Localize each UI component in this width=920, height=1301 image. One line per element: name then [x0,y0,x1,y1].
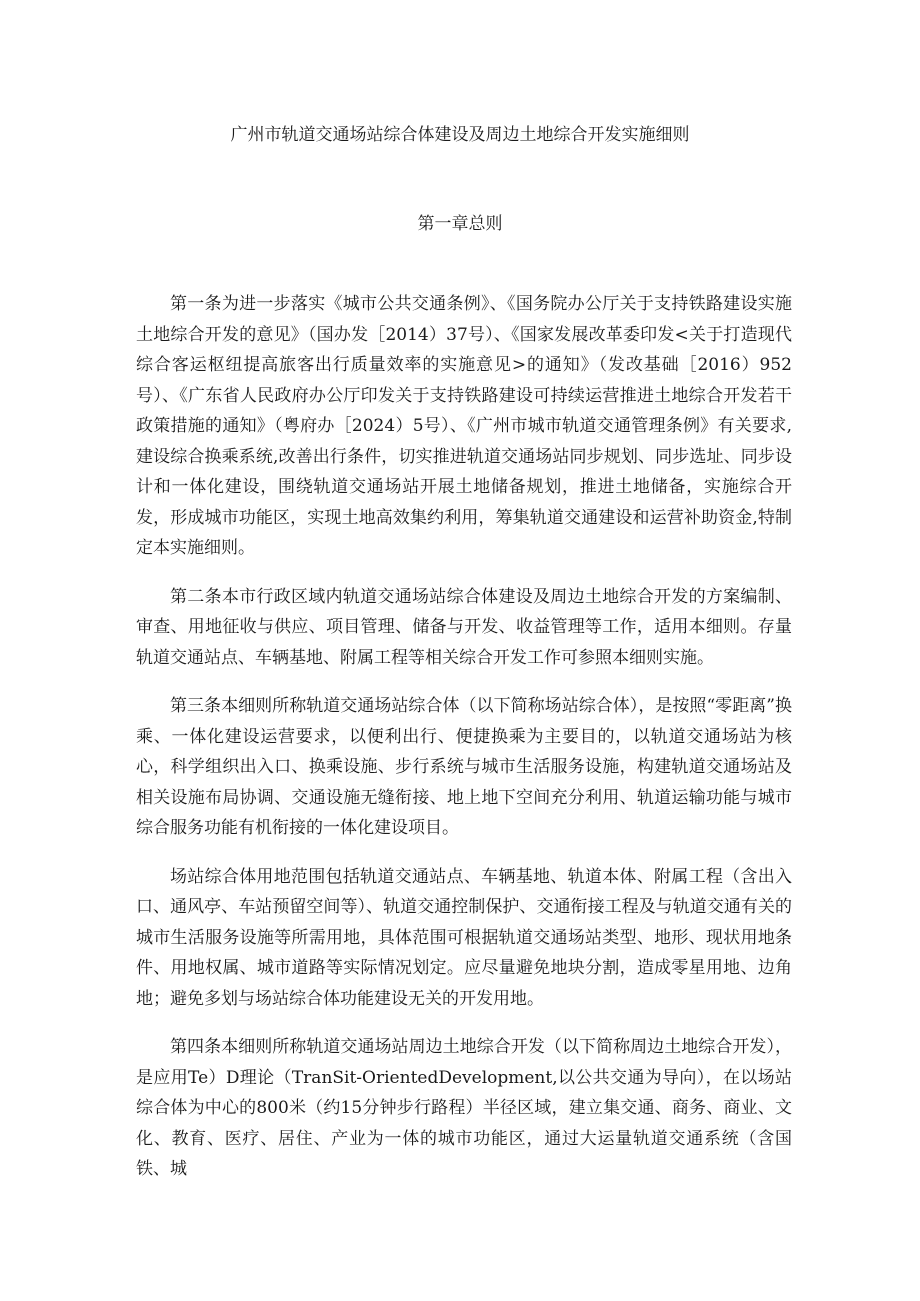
document-body [136,289,792,1203]
paragraph-article-2: 第二条本市行政区域内轨道交通场站综合体建设及周边土地综合开发的方案编制、审查、用地征收与供应、项目管理、储备与开发、收益管理等工作，适用本细则。存量轨道交通站点、车辆基地、附属工程等相关综合开发工作可参照本细则实施。 [136,586,792,668]
paragraph-article-3: 第三条本细则所称轨道交通场站综合体（以下简称场站综合体），是按照“零距离”换乘、一体化建设运营要求，以便利出行、便捷换乘为主要目的，以轨道交通场站为核心，科学组织出入口、换乘设施、步行系统与城市生活服务设施，构建轨道交通场站及相关设施布局协调、交通设施无缝衔接、地上地下空间充分利用、轨道运输功能与城市综合服务功能有机衔接的一体化建设项目。 [136,696,792,838]
paragraph-land-scope: 场站综合体用地范围包括轨道交通站点、车辆基地、轨道本体、附属工程（含出入口、通风亭、车站预留空间等）、轨道交通控制保护、交通衔接工程及与轨道交通有关的城市生活服务设施等所需用地，具体范围可根据轨道交通场站类型、地形、现状用地条件、用地权属、城市道路等实际情况划定。应尽量避免地块分割，造成零星用地、边角地；避免多划与场站综合体功能建设无关的开发用地。 [136,866,792,1009]
document-title: 广州市轨道交通场站综合体建设及周边土地综合开发实施细则 [230,125,690,145]
chapter-title: 第一章总则 [417,214,503,234]
paragraph-article-4: 第四条本细则所称轨道交通场站周边土地综合开发（以下简称周边土地综合开发），是应用Te）D理论（TranSit-OrientedDevelopment,以公共交通为导向），在以场站综合体为中心的800米（约15分钟步行路程）半径区域，建立集交通、商务、商业、文化、教育、医疗、居住、产业为一体的城市功能区，通过大运量轨道交通系统（含国铁、城 [136,1037,792,1179]
paragraph-article-1: 第一条为进一步落实《城市公共交通条例》、《国务院办公厅关于支持铁路建设实施土地综合开发的意见》（国办发［2014）37号）、《国家发展改革委印发<关于打造现代综合客运枢纽提高旅客出行质量效率的实施意见>的通知》（发改基础［2016）952号）、《广东省人民政府办公厅印发关于支持铁路建设可持续运营推进土地综合开发若干政策措施的通知》（粤府办［2024）5号）、《广州市城市轨道交通管理条例》有关要求,建设综合换乘系统,改善出行条件，切实推进轨道交通场站同步规划、同步选址、同步设计和一体化建设，围绕轨道交通场站开展土地储备规划，推进土地储备，实施综合开发，形成城市功能区，实现土地高效集约利用，筹集轨道交通建设和运营补助资金,特制定本实施细则。 [136,294,792,558]
